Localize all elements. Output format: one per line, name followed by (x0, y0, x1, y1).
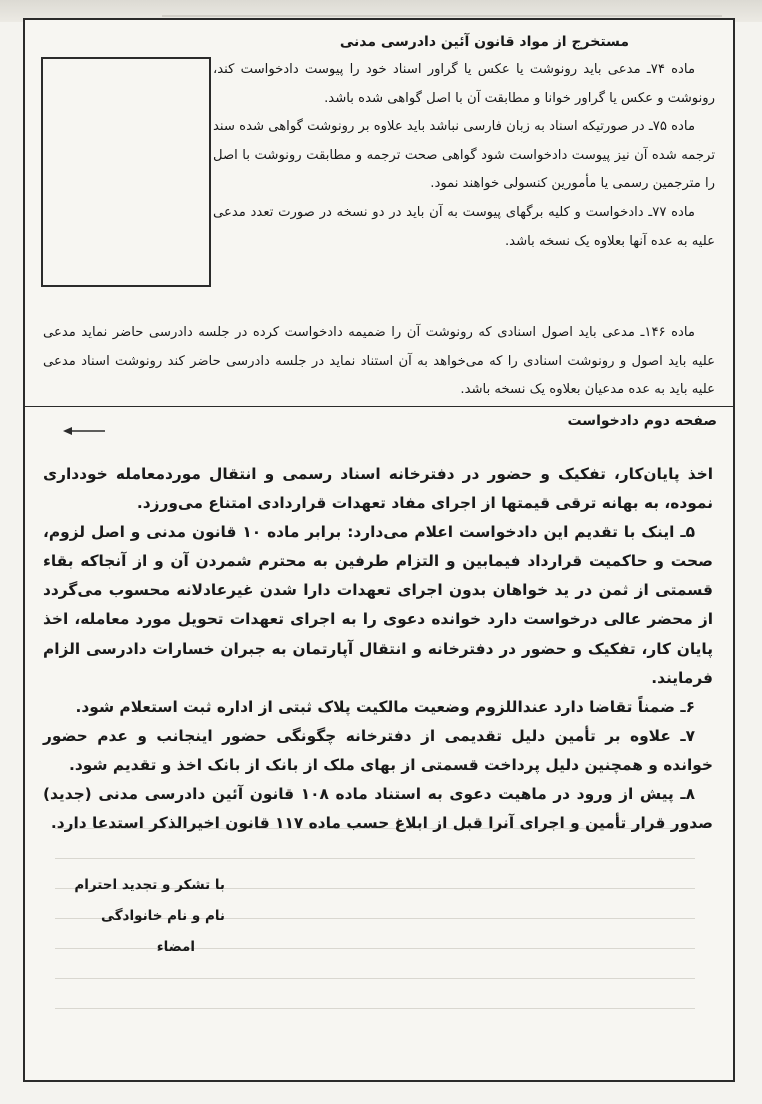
article-74: ماده ۷۴ـ مدعی باید رونوشت یا عکس یا گراور اسناد خود را پیوست دادخواست کند، رونوشت و عکس یا گراور خوانا و مطابقت آن با اصل گواهی شده باشد. (213, 62, 715, 106)
petition-item-5: ۵ـ اینک با تقدیم این دادخواست اعلام می‌دارد: برابر ماده ۱۰ قانون مدنی و اصل لزوم، صحت و حاکمیت قرارداد فیمابین و التزام طرفین به محترم شمردن آن و از آنجاکه بقاء قسمتی از ثمن در ید خواهان بدون اجرای تعهدات دارا شدن غیرعادلانه محسوب می‌گردد از محضر عالی درخواست دارد خوانده دعوی را به اجرای تعهدات تحویل مورد معامله، اخذ پایان کار، تفکیک و حضور در دفترخانه و انتقال آپارتمان به جبران خسارات دادرسی الزام فرمایند. (43, 523, 713, 687)
petition-body (43, 460, 713, 838)
legal-excerpt-section (25, 20, 733, 404)
petition-item-8: ۸ـ پیش از ورود در ماهیت دعوی به استناد ماده ۱۰۸ قانون آئین دادرسی مدنی (جدید) صدور قرار تأمین و اجرای آنرا قبل از ابلاغ حسب ماده ۱۱۷ قانون اخیرالذکر استدعا دارد. (43, 785, 713, 833)
section-divider (25, 406, 733, 407)
petition-item-7: ۷ـ علاوه بر تأمین دلیل تقدیمی از دفترخانه چگونگی حضور اینجانب و عدم حضور خوانده و همچنین دلیل پرداخت قسمتی از بهای ملک از بانک از بانک اخذ و تقدیم شود. (43, 726, 713, 774)
photo-box (41, 57, 211, 287)
closing-regards: با تشکر و تجدید احترام (74, 877, 225, 893)
signature-label: امضاء (156, 939, 195, 955)
page-two-label: صفحه دوم دادخواست (567, 413, 717, 429)
bleed-line (55, 1008, 695, 1009)
name-label: نام و نام خانوادگی (101, 908, 225, 924)
article-146: ماده ۱۴۶ـ مدعی باید اصول اسنادی که رونوشت آن را ضمیمه دادخواست کرده در جلسه دادرسی حاضر نماید مدعی علیه باید اصول و رونوشت اسنادی را که می‌خواهد به آن استناد نماید در جلسه دادرسی حاضر کند رونوشت اسناد مدعی علیه باید به عده مدعیان بعلاوه یک نسخه باشد. (43, 325, 715, 398)
petition-intro: اخذ پایان‌کار، تفکیک و حضور در دفترخانه اسناد رسمی و انتقال موردمعامله خودداری نموده، به بهانه ترقی قیمتها از اجرای مفاد تعهدات قراردادی امتناع می‌ورزد. (43, 465, 713, 513)
closing-block (74, 870, 225, 963)
petition-item-6: ۶ـ ضمناً تقاضا دارد عنداللزوم وضعیت مالکیت پلاک ثبتی از اداره ثبت استعلام شود. (75, 697, 695, 716)
article-list (213, 56, 715, 256)
form-frame (23, 18, 735, 1082)
section-heading: مستخرج از مواد قانون آئین دادرسی مدنی (339, 34, 629, 50)
bleed-line (55, 858, 695, 859)
article-75: ماده ۷۵ـ در صورتیکه اسناد به زبان فارسی نباشد باید علاوه بر رونوشت گواهی شده سند ترجمه شده آن نیز پیوست دادخواست شود گواهی صحت ترجمه و مطابقت رونوشت با اصل را مترجمین رسمی یا مأمورین کنسولی خواهند نمود. (213, 119, 715, 192)
article-77: ماده ۷۷ـ دادخواست و کلیه برگهای پیوست به آن باید در دو نسخه در صورت تعدد مدعی علیه به عده آنها بعلاوه یک نسخه باشد. (213, 204, 715, 249)
bleed-line (55, 978, 695, 979)
article-146-block (43, 319, 715, 405)
arrow-left-icon (63, 425, 105, 437)
